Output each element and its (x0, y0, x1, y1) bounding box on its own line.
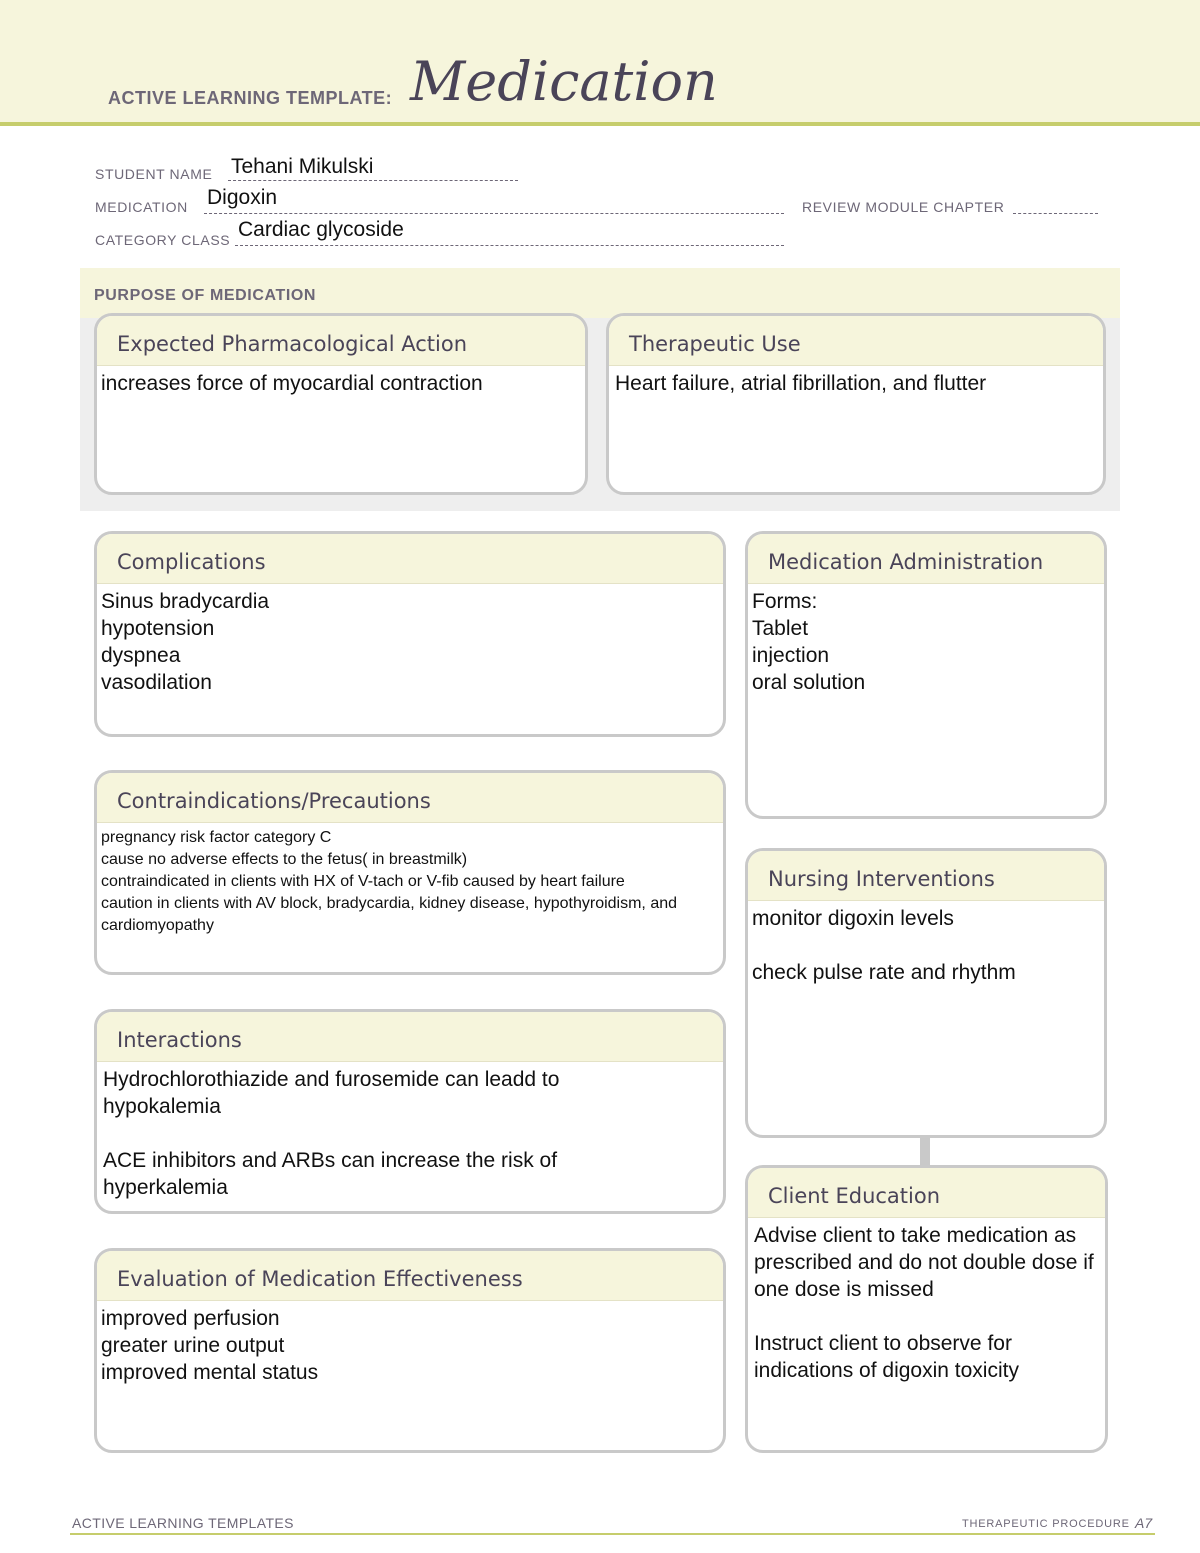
purpose-title: PURPOSE OF MEDICATION (94, 287, 317, 304)
nursing-interventions-box (745, 848, 1107, 1138)
footer-left: ACTIVE LEARNING TEMPLATES (72, 1515, 294, 1531)
client-education-box (745, 1165, 1108, 1453)
review-module-label: REVIEW MODULE CHAPTER (802, 199, 1005, 215)
therapeutic-use-title: Therapeutic Use (609, 316, 1103, 366)
interactions-box (94, 1009, 726, 1214)
complications-title: Complications (97, 534, 723, 584)
box-connector (920, 1136, 930, 1166)
therapeutic-use-box (606, 313, 1106, 495)
footer-rule (70, 1533, 1155, 1535)
student-name-field[interactable]: Tehani Mikulski (231, 155, 374, 178)
medication-line (204, 213, 784, 214)
client-education-title: Client Education (748, 1168, 1105, 1218)
footer-page-number: A7 (1135, 1515, 1153, 1531)
complications-text[interactable]: Sinus bradycardia hypotension dyspnea vasodilation (101, 590, 270, 694)
contraindications-text[interactable]: pregnancy risk factor category C cause no adverse effects to the fetus( in breastmilk) contraindicated in clients with HX of V-tach or V-fib caused by heart failure caution in clients with AV block, bradycardia, kidney disease, hypothyroidism, and cardiomyopathy (101, 829, 678, 934)
administration-box (745, 531, 1107, 819)
student-name-label: STUDENT NAME (95, 166, 213, 182)
contraindications-title: Contraindications/Precautions (97, 773, 723, 823)
medication-field[interactable]: Digoxin (207, 186, 278, 209)
template-title: Medication (410, 50, 718, 113)
nursing-interventions-text[interactable]: monitor digoxin levels check pulse rate and rhythm (752, 907, 1016, 984)
footer-right: THERAPEUTIC PROCEDURE (962, 1518, 1130, 1530)
pharmacological-action-title: Expected Pharmacological Action (97, 316, 585, 366)
pharmacological-action-text[interactable]: increases force of myocardial contraction (101, 372, 483, 395)
client-education-text[interactable]: Advise client to take medication as prescribed and do not double dose if one dose is missed Instruct client to observe for indications of digoxin toxicity (754, 1224, 1094, 1382)
category-class-line (235, 245, 784, 246)
administration-title: Medication Administration (748, 534, 1104, 584)
category-class-field[interactable]: Cardiac glycoside (238, 218, 404, 241)
evaluation-box (94, 1248, 726, 1453)
therapeutic-use-text[interactable]: Heart failure, atrial fibrillation, and flutter (615, 372, 987, 395)
pharmacological-action-box (94, 313, 588, 495)
administration-text[interactable]: Forms: Tablet injection oral solution (752, 590, 866, 694)
category-class-label: CATEGORY CLASS (95, 232, 231, 248)
header-rule (0, 122, 1200, 126)
interactions-text[interactable]: Hydrochlorothiazide and furosemide can leadd to hypokalemia ACE inhibitors and ARBs can increase the risk of hyperkalemia (103, 1068, 560, 1199)
contraindications-box (94, 770, 726, 975)
evaluation-text[interactable]: improved perfusion greater urine output improved mental status (101, 1307, 319, 1384)
review-module-line (1013, 213, 1098, 214)
medication-label: MEDICATION (95, 199, 188, 215)
complications-box (94, 531, 726, 737)
nursing-interventions-title: Nursing Interventions (748, 851, 1104, 901)
template-label: ACTIVE LEARNING TEMPLATE: (108, 88, 393, 108)
student-name-line (228, 180, 518, 181)
evaluation-title: Evaluation of Medication Effectiveness (97, 1251, 723, 1301)
interactions-title: Interactions (97, 1012, 723, 1062)
